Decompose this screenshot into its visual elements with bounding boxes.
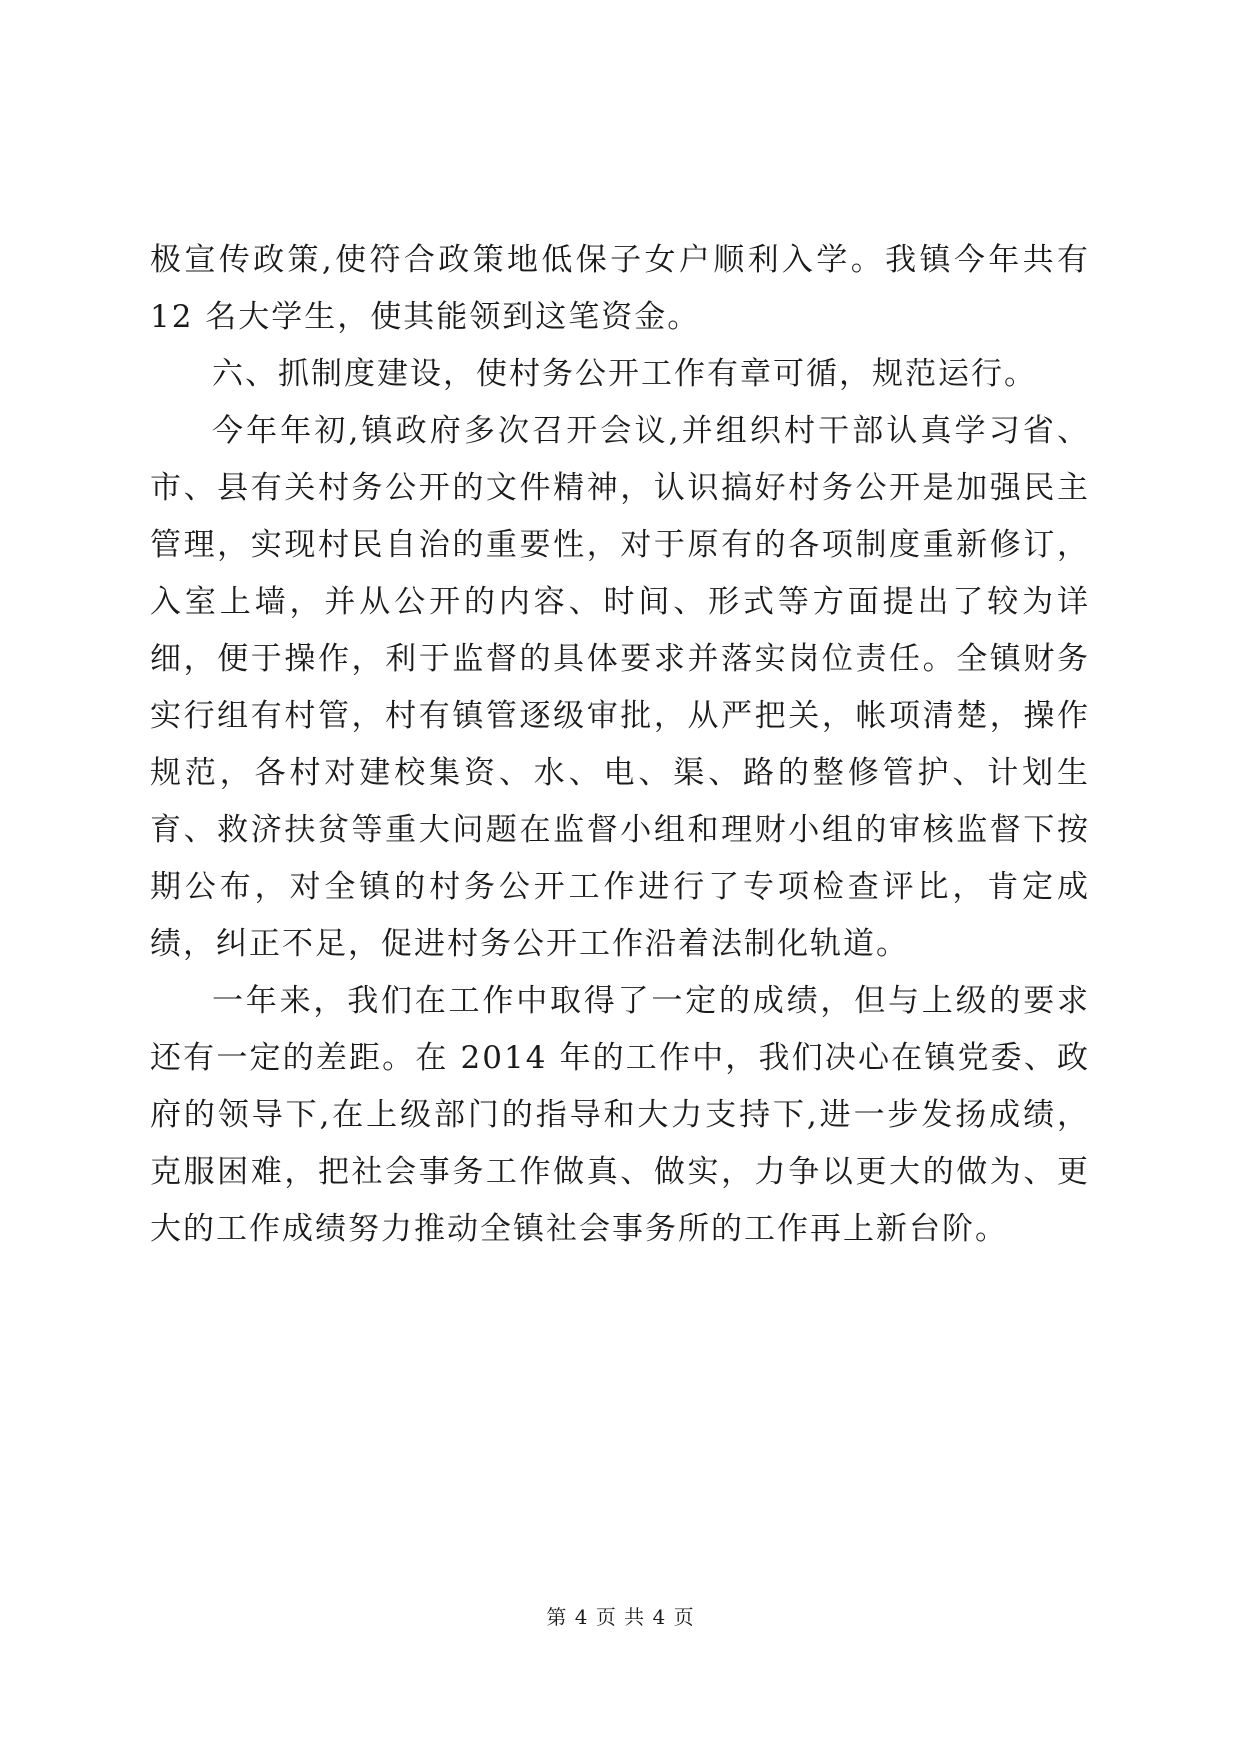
paragraph-4: 一年来，我们在工作中取得了一定的成绩，但与上级的要求还有一定的差距。在 2014 年的工作中，我们决心在镇党委、政府的领导下,在上级部门的指导和大力支持下,进一步发扬成绩，克服困难，把社会事务工作做真、做实，力争以更大的做为、更大的工作成绩努力推动全镇社会事务所的工作再上新台阶。 <box>150 983 1090 1247</box>
page-footer <box>0 1604 1241 1630</box>
paragraph-3: 今年年初,镇政府多次召开会议,并组织村干部认真学习省、市、县有关村务公开的文件精神，认识搞好村务公开是加强民主管理，实现村民自治的重要性，对于原有的各项制度重新修订，入室上墙，并从公开的内容、时间、形式等方面提出了较为详细，便于操作，利于监督的具体要求并落实岗位责任。全镇财务实行组有村管，村有镇管逐级审批，从严把关，帐项清楚，操作规范，各村对建校集资、水、电、渠、路的整修管护、计划生育、救济扶贫等重大问题在监督小组和理财小组的审核监督下按期公布，对全镇的村务公开工作进行了专项检查评比，肯定成绩，纠正不足，促进村务公开工作沿着法制化轨道。 <box>150 413 1090 962</box>
paragraph-1: 极宣传政策,使符合政策地低保子女户顺利入学。我镇今年共有 12 名大学生，使其能领到这笔资金。 <box>150 242 1090 335</box>
document-body <box>150 232 1090 1258</box>
paragraph-2-heading: 六、抓制度建设，使村务公开工作有章可循，规范运行。 <box>212 356 1037 392</box>
page-number-label: 第 4 页 共 4 页 <box>546 1605 695 1629</box>
